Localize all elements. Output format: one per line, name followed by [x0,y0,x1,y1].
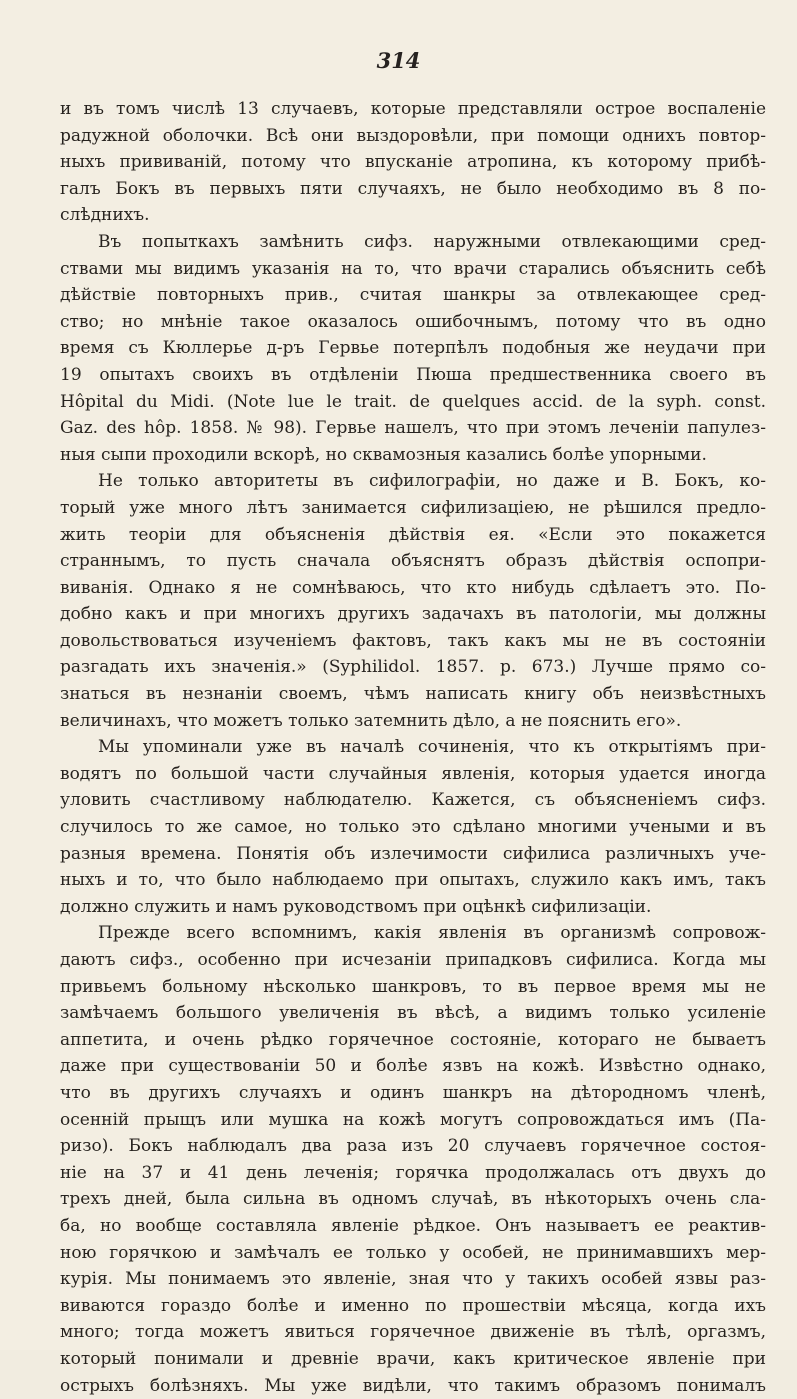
text-line: разгадать ихъ значенія.» (Syphilidol. 1857. p. 673.) Лучше прямо со- [60,654,766,681]
text-line: ныхъ прививаній, потому что впусканіе атропина, къ которому прибѣ- [60,149,766,176]
text-line: галъ Бокъ въ первыхъ пяти случаяхъ, не было необходимо въ 8 по- [60,176,766,203]
text-line: курія. Мы понимаемъ это явленіе, зная что у такихъ особей язвы раз- [60,1266,766,1293]
text-line: аппетита, и очень рѣдко горячечное состояніе, котораго не бываетъ [60,1027,766,1054]
text-line: ство; но мнѣніе такое оказалось ошибочнымъ, потому что въ одно [60,309,766,336]
page-number: 314 [0,48,797,73]
text-line: Прежде всего вспомнимъ, какія явленія въ организмѣ сопровож- [60,920,766,947]
text-line: время съ Кюллерье д-ръ Гервье потерпѣлъ подобныя же неудачи при [60,335,766,362]
text-line: осенній прыщъ или мушка на кожѣ могутъ сопровождаться имъ (Па- [60,1107,766,1134]
text-line: водятъ по большой части случайныя явленія, которыя удается иногда [60,761,766,788]
text-line: ныхъ и то, что было наблюдаемо при опытахъ, служило какъ имъ, такъ [60,867,766,894]
text-line: величинахъ, что можетъ только затемнить дѣло, а не пояснить его». [60,708,766,735]
text-line: страннымъ, то пусть сначала объяснятъ образъ дѣйствія оспопри- [60,548,766,575]
text-line: случилось то же самое, но только это сдѣлано многими учеными и въ [60,814,766,841]
text-line: много; тогда можетъ явиться горячечное движеніе въ тѣлѣ, оргазмъ, [60,1319,766,1346]
text-line: и въ томъ числѣ 13 случаевъ, которые представляли острое воспаленіе [60,96,766,123]
text-line: довольствоваться изученіемъ фактовъ, такъ какъ мы не въ состояніи [60,628,766,655]
text-line: знаться въ незнаніи своемъ, чѣмъ написать книгу объ неизвѣстныхъ [60,681,766,708]
text-line: Въ попыткахъ замѣнить сифз. наружными отвлекающими сред- [60,229,766,256]
text-line: привьемъ больному нѣсколько шанкровъ, то въ первое время мы не [60,974,766,1001]
text-line: ба, но вообще составляла явленіе рѣдкое. Онъ называетъ ее реактив- [60,1213,766,1240]
text-line: разныя времена. Понятія объ излечимости сифилиса различныхъ уче- [60,841,766,868]
text-line: радужной оболочки. Всѣ они выздоровѣли, при помощи однихъ повтор- [60,123,766,150]
text-line: Gaz. des hôp. 1858. № 98). Гервье нашелъ, что при этомъ леченіи папулез- [60,415,766,442]
text-line: который понимали и древніе врачи, какъ критическое явленіе при [60,1346,766,1373]
text-line: Не только авторитеты въ сифилографіи, но даже и В. Бокъ, ко- [60,468,766,495]
text-line: Hôpital du Midi. (Note lue le trait. de quelques accid. de la syph. const. [60,389,766,416]
text-line: ною горячкою и замѣчалъ ее только у особей, не принимавшихъ мер- [60,1240,766,1267]
text-line: ныя сыпи проходили вскорѣ, но сквамозныя казались болѣе упорными. [60,442,766,469]
text-line: виванія. Однако я не сомнѣваюсь, что кто нибудь сдѣлаетъ это. По- [60,575,766,602]
text-line: что въ другихъ случаяхъ и одинъ шанкръ на дѣтородномъ членѣ, [60,1080,766,1107]
body-text [60,96,766,1399]
text-line: ствами мы видимъ указанія на то, что врачи старались объяснить себѣ [60,256,766,283]
text-line: даже при существованіи 50 и болѣе язвъ на кожѣ. Извѣстно однако, [60,1053,766,1080]
text-line: острыхъ болѣзняхъ. Мы уже видѣли, что такимъ образомъ понималъ [60,1373,766,1399]
text-line: Мы упоминали уже въ началѣ сочиненія, что къ открытіямъ при- [60,734,766,761]
text-line: замѣчаемъ большого увеличенія въ вѣсѣ, а видимъ только усиленіе [60,1000,766,1027]
text-line: жить теоріи для объясненія дѣйствія ея. «Если это покажется [60,522,766,549]
text-line: добно какъ и при многихъ другихъ задачахъ въ патологіи, мы должны [60,601,766,628]
text-line: трехъ дней, была сильна въ одномъ случаѣ, въ нѣкоторыхъ очень сла- [60,1186,766,1213]
text-line: ризо). Бокъ наблюдалъ два раза изъ 20 случаевъ горячечное состоя- [60,1133,766,1160]
text-line: уловить счастливому наблюдателю. Кажется, съ объясненіемъ сифз. [60,787,766,814]
text-line: 19 опытахъ своихъ въ отдѣленіи Пюша предшественника своего въ [60,362,766,389]
text-line: ніе на 37 и 41 день леченія; горячка продолжалась отъ двухъ до [60,1160,766,1187]
text-line: дѣйствіе повторныхъ прив., считая шанкры за отвлекающее сред- [60,282,766,309]
text-line: торый уже много лѣтъ занимается сифилизаціею, не рѣшился предло- [60,495,766,522]
text-line: виваются гораздо болѣе и именно по прошествіи мѣсяца, когда ихъ [60,1293,766,1320]
text-line: слѣднихъ. [60,202,766,229]
text-line: должно служить и намъ руководствомъ при оцѣнкѣ сифилизаціи. [60,894,766,921]
text-line: даютъ сифз., особенно при исчезаніи припадковъ сифилиса. Когда мы [60,947,766,974]
